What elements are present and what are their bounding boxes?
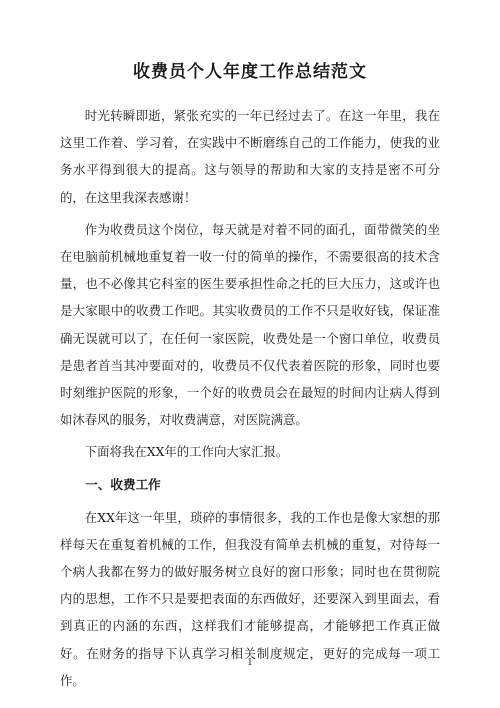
page-number: 1 <box>247 658 253 668</box>
paragraph-role: 作为收费员这个岗位，每天就是对着不同的面孔，面带微笑的坐在电脑前机械地重复着一收一付的简单的操作，不需要很高的技术含量，也不必像其它科室的医生要承担性命之托的巨大压力，这或许也是大家眼中的收费工作吧。其实收费员的工作不只是收好钱，保证准确无误就可以了，在任何一家医院，收费处是一个窗口单位，收费员是患者首当其冲要面对的，收费员不仅代表着医院的形象，同时也要时刻维护医院的形象，一个好的收费员会在最短的时间内让病人得到如沐春风的服务，对收费满意，对医院满意。 <box>60 221 440 428</box>
document-title: 收费员个人年度工作总结范文 <box>133 62 367 82</box>
paragraph-section: 在XX年这一年里，琐碎的事情很多，我的工作也是像大家想的那样每天在重复着机械的工作，但我没有简单去机械的重复，对待每一个病人我都在努力的做好服务树立良好的窗口形象；同时也在贯彻院内的思想，工作不只是要把表面的东西做好，还要深入到里面去，看到真正的内涵的东西，这样我们才能够提高，才能够把工作真正做好。在财务的指导下认真学习相关制度规定，更好的完成每一项工作。 <box>60 509 440 688</box>
paragraph-intro: 时光转瞬即逝，紧张充实的一年已经过去了。在这一年里，我在这里工作着、学习着，在实践中不断磨练自己的工作能力，使我的业务水平得到很大的提高。这与领导的帮助和大家的支持是密不可分的，在这里我深表感谢！ <box>60 108 440 205</box>
paragraph-report: 下面将我在XX年的工作向大家汇报。 <box>84 444 289 460</box>
section-heading: 一、收费工作 <box>85 476 161 492</box>
